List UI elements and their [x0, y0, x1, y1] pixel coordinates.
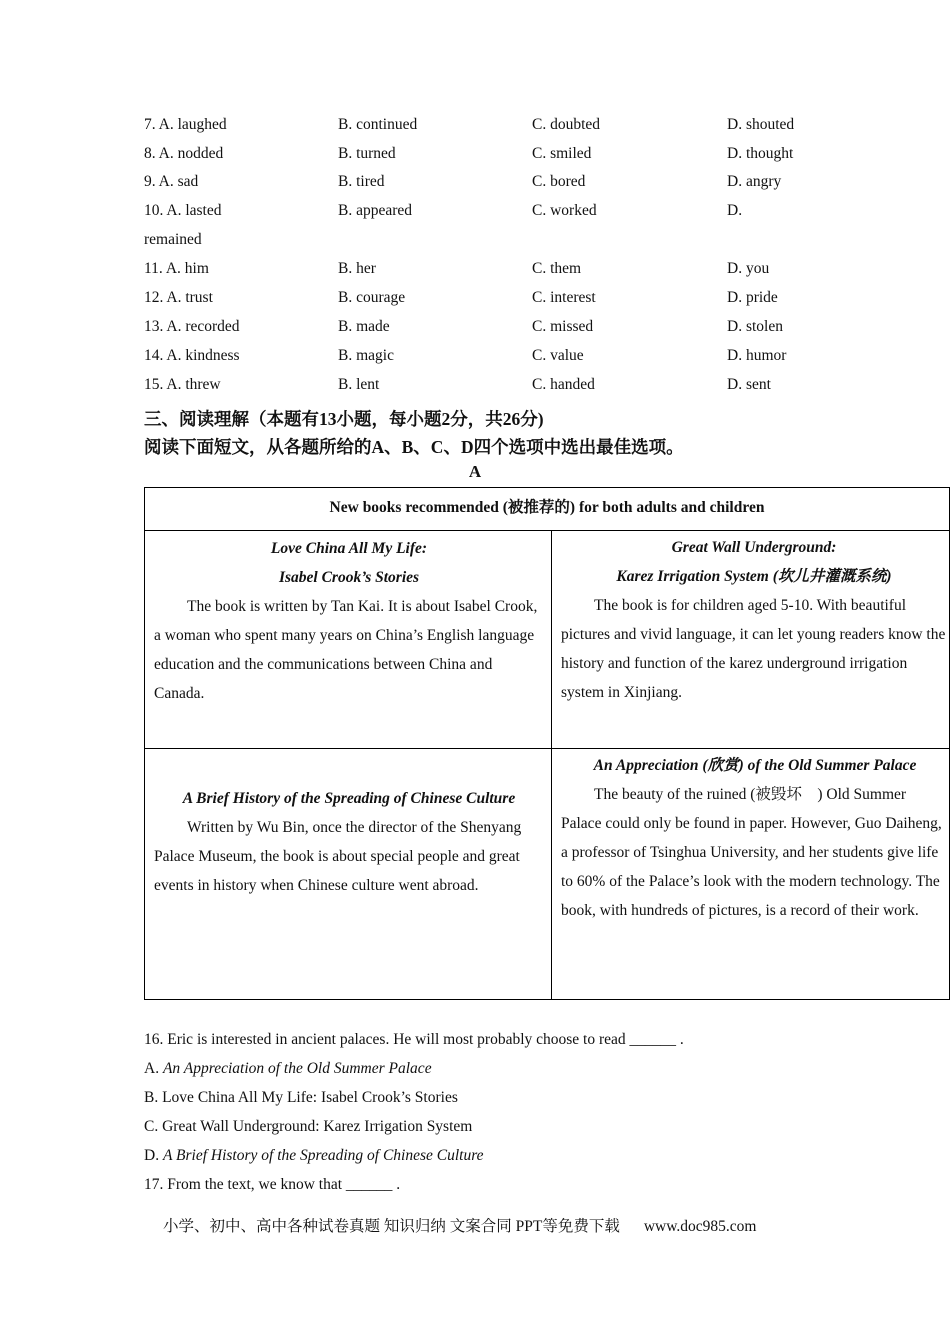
option: 13. A. recorded — [144, 318, 240, 335]
book-description: The book is for children aged 5-10. With beautiful pictures and vivid language, it can let young readers know the history and function of the karez underground irrigation system in Xinjiang. — [561, 597, 946, 701]
book-title: Love China All My Life: — [270, 540, 428, 557]
option-text: An Appreciation of the Old Summer Palace — [162, 1060, 432, 1077]
option: B. her — [338, 260, 376, 277]
option: 12. A. trust — [144, 289, 213, 306]
option-10-wrap: remained — [144, 231, 202, 248]
book-title: A Brief History of the Spreading of Chinese Culture — [182, 790, 516, 807]
option-row-12 — [144, 289, 844, 318]
option: C. missed — [532, 318, 594, 335]
book-description: The book is written by Tan Kai. It is about Isabel Crook, a woman who spent many years on China’s English language education and the communications between China and Canada. — [154, 598, 538, 702]
answer-option-c — [144, 1118, 472, 1136]
footer-text: 小学、初中、高中各种试卷真题 知识归纳 文案合同 PPT等免费下载 — [163, 1218, 620, 1235]
option-row-15 — [144, 376, 844, 405]
option-text: A Brief History of the Spreading of Chinese Culture — [162, 1147, 484, 1164]
option: D. stolen — [727, 318, 783, 335]
option: C. smiled — [532, 145, 592, 162]
option: D. thought — [727, 145, 794, 162]
option-text: Great Wall Underground: Karez Irrigation System — [162, 1118, 473, 1135]
option-row-11 — [144, 260, 844, 289]
option: C. them — [532, 260, 582, 277]
option-letter: A. — [144, 1060, 163, 1077]
option-row-10 — [144, 202, 844, 231]
book-title: Karez Irrigation System (坎儿井灌溉系统) — [616, 568, 892, 585]
option: D. shouted — [727, 116, 795, 133]
book-title: An Appreciation (欣赏) of the Old Summer Palace — [593, 757, 917, 774]
option: B. lent — [338, 376, 380, 393]
section-instruction: 阅读下面短文，从各题所给的A、B、C、D四个选项中选出最佳选项。 — [144, 437, 684, 457]
option: 15. A. threw — [144, 376, 221, 393]
question-16: 16. Eric is interested in ancient palaces. He will most probably choose to read ______ . — [144, 1031, 684, 1048]
option: B. turned — [338, 145, 396, 162]
option-letter: C. — [144, 1118, 163, 1135]
option: 14. A. kindness — [144, 347, 240, 364]
option-row-7 — [144, 116, 844, 145]
option: D. pride — [727, 289, 778, 306]
option: D. angry — [727, 173, 782, 190]
question-17: 17. From the text, we know that ______ . — [144, 1176, 401, 1193]
option-letter: B. — [144, 1089, 163, 1106]
book-cell-4 — [561, 751, 949, 925]
option-row-8 — [144, 145, 844, 174]
footer-url: www.doc985.com — [643, 1218, 757, 1235]
option: C. doubted — [532, 116, 601, 133]
option-letter: D. — [144, 1147, 163, 1164]
option: C. value — [532, 347, 584, 364]
option: D. you — [727, 260, 770, 277]
option-text: Love China All My Life: Isabel Crook’s Stories — [162, 1089, 458, 1106]
option: D. — [727, 202, 743, 219]
book-cell-3 — [154, 784, 544, 900]
book-description: The beauty of the ruined (被毁坏 ) Old Summer Palace could only be found in paper. However, Guo Daiheng, a professor of Tsinghua University, and her students give life to 60% of the Palace’s look with the modern technology. The book, with hundreds of pictures, is a record of their work. — [561, 786, 942, 919]
option: D. sent — [727, 376, 771, 393]
option: B. appeared — [338, 202, 413, 219]
option: 11. A. him — [144, 260, 209, 277]
page-footer — [163, 1214, 756, 1236]
book-title: Isabel Crook’s Stories — [278, 569, 420, 586]
passage-label: A — [468, 462, 482, 481]
option: C. interest — [532, 289, 596, 306]
answer-option-d — [144, 1147, 484, 1165]
option: 7. A. laughed — [144, 116, 227, 133]
book-description: Written by Wu Bin, once the director of the Shenyang Palace Museum, the book is about special people and great events in history when Chinese culture went abroad. — [154, 819, 522, 894]
option: B. continued — [338, 116, 418, 133]
book-table — [144, 487, 950, 1000]
table-header: New books recommended (被推荐的) for both adults and children — [329, 499, 765, 516]
option: C. handed — [532, 376, 595, 393]
option: C. bored — [532, 173, 586, 190]
section-heading: 三、阅读理解（本题有13小题，每小题2分，共26分) — [144, 409, 544, 429]
option-row-14 — [144, 347, 844, 376]
answer-option-a — [144, 1060, 432, 1078]
option-row-13 — [144, 318, 844, 347]
option: C. worked — [532, 202, 597, 219]
option: 8. A. nodded — [144, 145, 224, 162]
option: B. tired — [338, 173, 385, 190]
book-cell-1 — [154, 534, 544, 708]
option: 9. A. sad — [144, 173, 199, 190]
option: B. courage — [338, 289, 406, 306]
table-divider — [551, 530, 552, 999]
option: 10. A. lasted — [144, 202, 222, 219]
option: B. magic — [338, 347, 394, 364]
book-cell-2 — [561, 533, 947, 707]
option-row-9 — [144, 173, 844, 202]
option: B. made — [338, 318, 390, 335]
table-divider — [145, 530, 949, 531]
table-divider — [145, 748, 949, 749]
option: D. humor — [727, 347, 787, 364]
book-title: Great Wall Underground: — [671, 539, 837, 556]
answer-option-b — [144, 1089, 458, 1107]
